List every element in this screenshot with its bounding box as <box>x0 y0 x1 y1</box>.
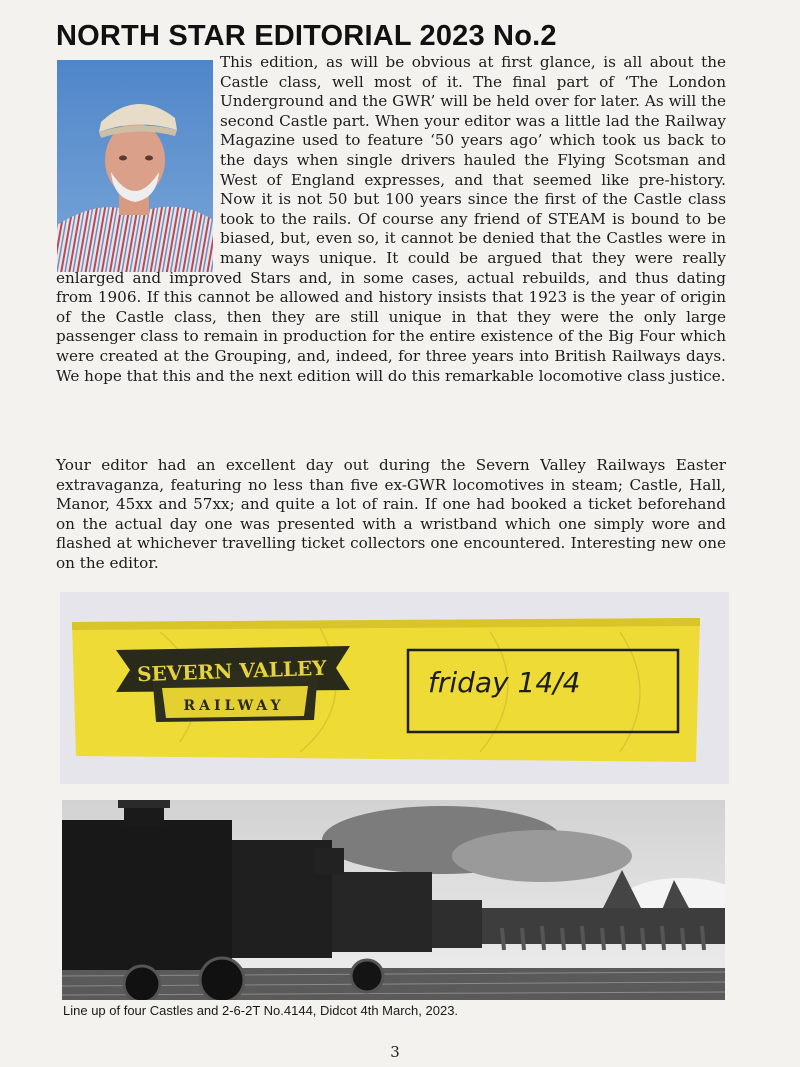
editorial-paragraph-1 <box>56 53 726 386</box>
page-number: 3 <box>390 1043 400 1061</box>
handwritten-date: friday 14/4 <box>428 666 581 699</box>
wristband-photo <box>60 592 729 784</box>
photo-wrap-spacer <box>56 53 220 267</box>
logo-top-text: SEVERN VALLEY <box>136 655 327 687</box>
editorial-paragraph-1-text: This edition, as will be obvious at first glance, is all about the Castle class, well most of it. The final part of ‘The London Underground and the GWR’ will be held over for later. As will the second Castle part. When your editor was a little lad the Railway Magazine used to feature ‘50 years ago’ which took us back to the days when single drivers hauled the Flying Scotsman and West of England expresses, and that seemed like pre-history. Now it is not 50 but 100 years since the first of the Castle class took to the rails. Of course any friend of STEAM is bound to be biased, but, even so, it cannot be denied that the Castles were in many ways unique. It could be argued that they were really enlarged and improved Stars and, in some cases, actual rebuilds, and thus dating from 1906. If this cannot be allowed and history insists that 1923 is the year of origin of the Castle class, then they are still unique in that they were the only large passenger class to remain in production for the entire existence of the Big Four which were created at the Grouping, and, indeed, for three years into British Railways days. We hope that this and the next edition will do this remarkable locomotive class justice. <box>56 53 726 385</box>
editorial-paragraph-2: Your editor had an excellent day out during the Severn Valley Railways Easter extravaganza, featuring no less than five ex-GWR locomotives in steam; Castle, Hall, Manor, 45xx and 57xx; and quite a lot of rain. If one had booked a ticket beforehand on the actual day one was presented with a wristband which one simply wore and flashed at whichever travelling ticket collectors one encountered. Interesting new one on the editor. <box>56 456 726 572</box>
logo-bottom-text: RAILWAY <box>183 698 285 714</box>
photo-caption: Line up of four Castles and 2-6-2T No.4144, Didcot 4th March, 2023. <box>63 1003 459 1018</box>
page-title: NORTH STAR EDITORIAL 2023 No.2 <box>56 20 557 52</box>
castles-lineup-photo <box>62 800 725 1000</box>
